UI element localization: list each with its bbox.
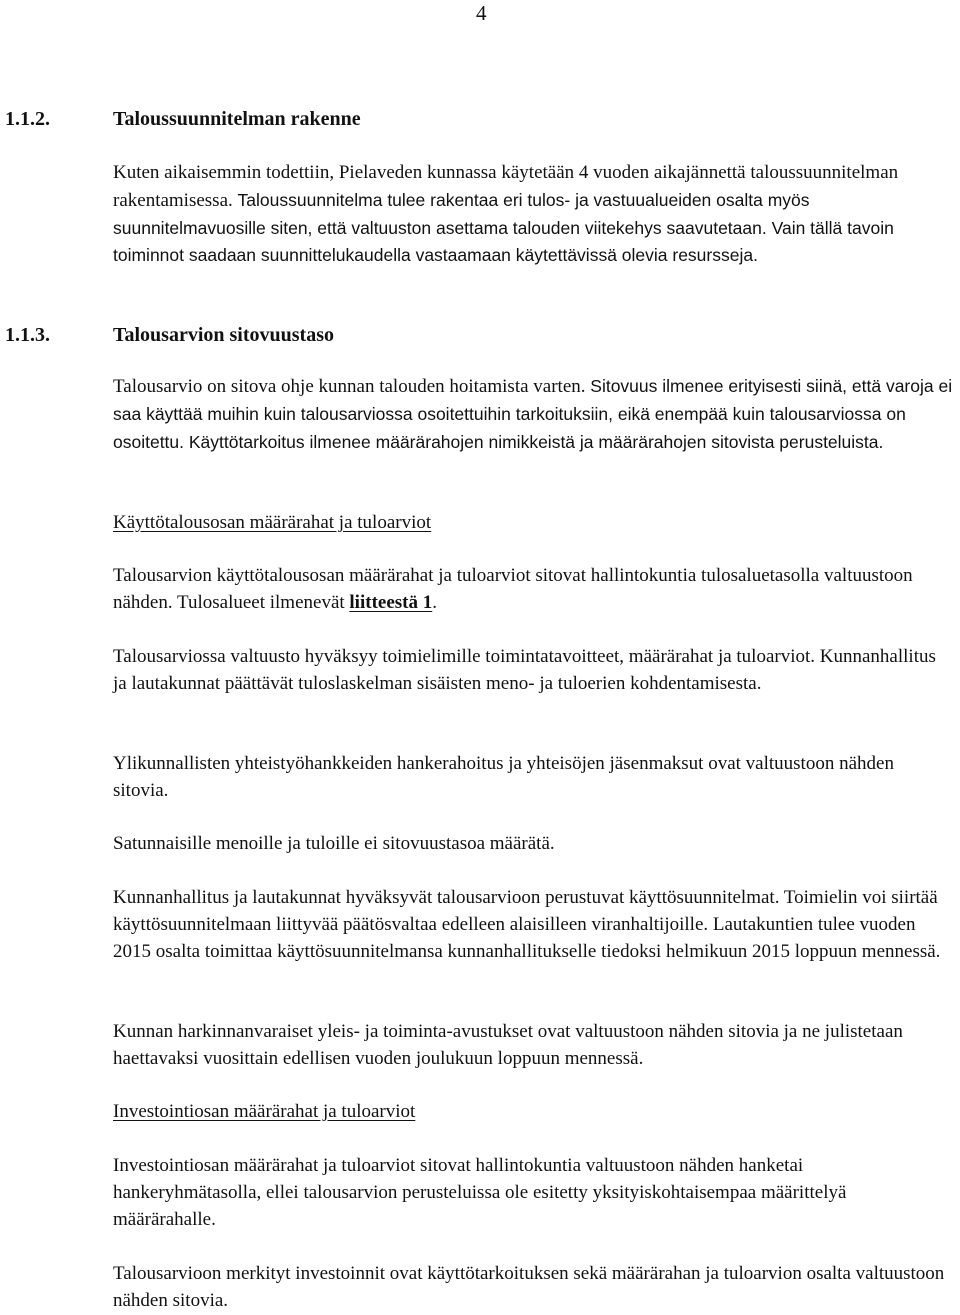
paragraph-binding-intro (113, 373, 953, 456)
paragraph-operating-budget (113, 563, 953, 617)
section-number: 1.1.3. (5, 324, 50, 346)
section-number: 1.1.2. (5, 108, 50, 130)
paragraph-joint-projects: Ylikunnallisten yhteistyöhankkeiden hankerahoitus ja yhteisöjen jäsenmaksut ovat valtuustoon nähden sitovia. (113, 753, 894, 801)
section-title: Taloussuunnitelman rakenne (113, 108, 361, 130)
paragraph-sans-text: Sitovuus ilmenee erityisesti siinä, että varoja ei saa käyttää muihin kuin talousarviossa osoitettuihin tarkoituksiin, eikä enempää kuin talousarviossa on osoitettu. Käyttötarkoitus ilmenee määrärahojen nimikkeistä ja määrärahojen sitovista perusteluista. (113, 376, 953, 452)
section-title: Talousarvion sitovuustaso (113, 324, 334, 346)
subheading-operating-budget: Käyttötalousosan määrärahat ja tuloarviot (113, 512, 432, 533)
paragraph-serif-text: Talousarvio on sitova ohje kunnan talouden hoitamista varten. (113, 376, 586, 397)
paragraph-planning-period (113, 160, 953, 270)
page-number: 4 (476, 1, 487, 25)
paragraph-extraordinary-items: Satunnaisille menoille ja tuloille ei sitovuustasoa määrätä. (113, 833, 555, 854)
paragraph-text: Talousarvion käyttötalousosan määrärahat ja tuloarviot sitovat hallintokuntia tulosaluetasolla valtuustoon nähden. Tulosalueet ilmenevät (113, 565, 913, 613)
paragraph-sans-text: Taloussuunnitelma tulee rakentaa eri tulos- ja vastuualueiden osalta myös suunnitelmavuosille siten, että valtuuston asettama talouden viitekehys saavutetaan. Vain tällä tavoin toiminnot saadaan suunnittelukaudella vastaamaan käytettävissä olevia resursseja. (113, 189, 894, 266)
paragraph-serif-text: Kuten aikaisemmin todettiin, Pielaveden kunnassa käytetään 4 vuoden aikajännettä taloussuunnitelman rakentamisessa. (113, 162, 899, 211)
paragraph-council-targets: Talousarviossa valtuusto hyväksyy toimielimille toimintatavoitteet, määrärahat ja tuloarviot. Kunnanhallitus ja lautakunnat päättävät tuloslaskelman sisäisten meno- ja tuloerien kohdentamisesta. (113, 646, 936, 694)
paragraph-investments-binding: Talousarvioon merkityt investoinnit ovat käyttötarkoituksen sekä määrärahan ja tuloarvion osalta valtuustoon nähden sitovia. (113, 1263, 945, 1311)
paragraph-usage-plans: Kunnanhallitus ja lautakunnat hyväksyvät talousarvioon perustuvat käyttösuunnitelmat. Toimielin voi siirtää käyttösuunnitelmaan liittyvää päätösvaltaa edelleen alaisilleen viranhaltijoille. Lautakuntien tulee vuoden 2015 osalta toimittaa käyttösuunnitelmansa kunnanhallitukselle tiedoksi helmikuun 2015 loppuun mennessä. (113, 887, 941, 962)
appendix-link[interactable]: liitteestä 1 (349, 591, 433, 613)
paragraph-grants: Kunnan harkinnanvaraiset yleis- ja toiminta-avustukset ovat valtuustoon nähden sitovia ja ne julistetaan haettavaksi vuosittain edellisen vuoden joulukuun loppuun mennessä. (113, 1021, 903, 1069)
paragraph-end: . (432, 591, 437, 613)
paragraph-investment-budget: Investointiosan määrärahat ja tuloarviot sitovat hallintokuntia valtuustoon nähden hanketai hankeryhmätasolla, ellei talousarvion perusteluissa ole esitetty yksityiskohtaisempaa määrittelyä määrärahalle. (113, 1155, 847, 1230)
subheading-investment-budget: Investointiosan määrärahat ja tuloarviot (113, 1101, 416, 1122)
